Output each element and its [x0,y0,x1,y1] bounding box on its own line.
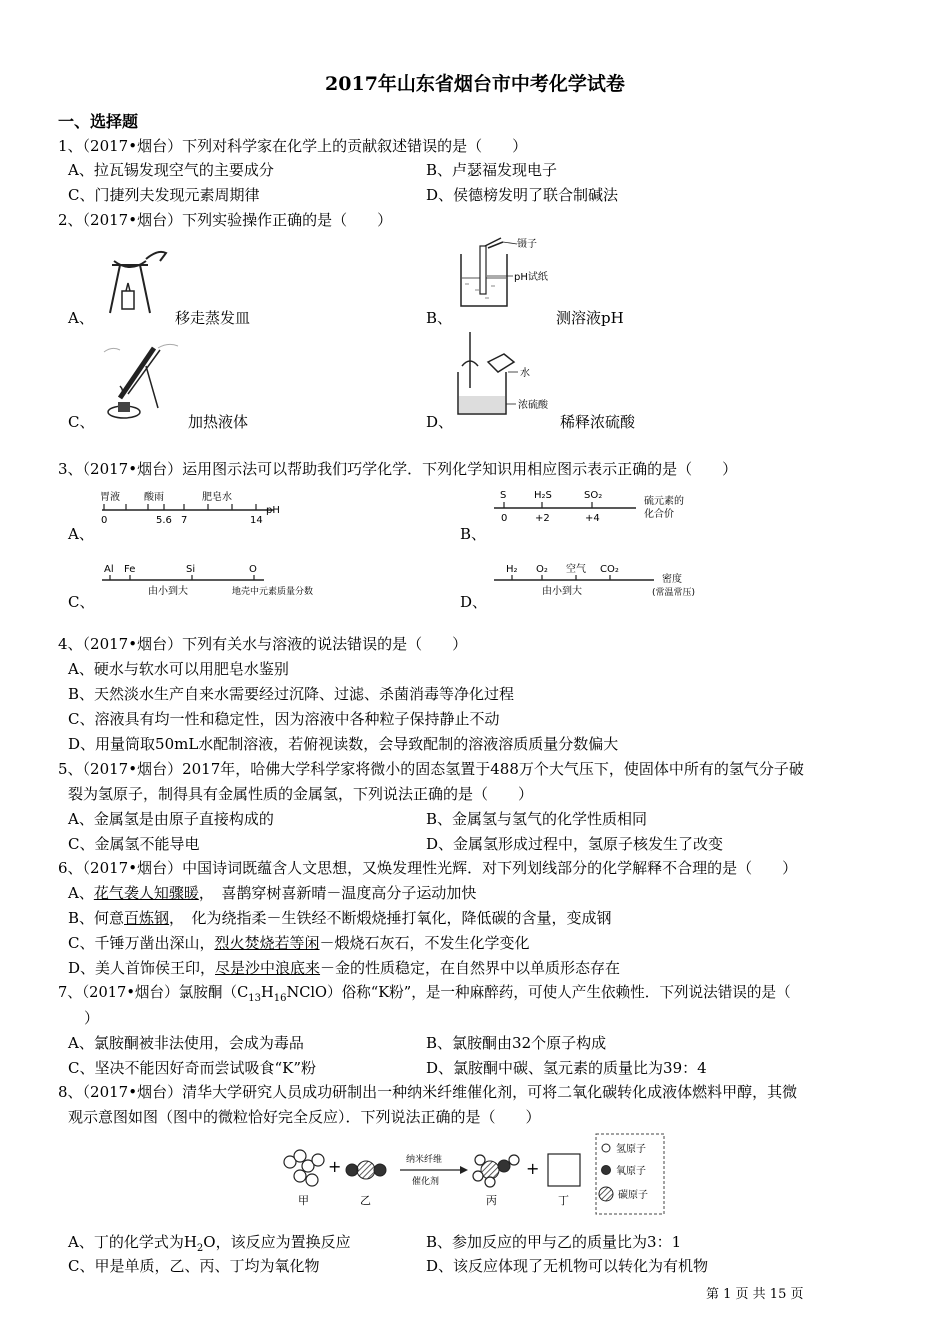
diag-b-label-2: H₂S [534,490,552,501]
q7-stem-line-1 [58,983,791,1009]
diag-c-end-label: 地壳中元素质量分数 [232,587,314,597]
q1-option-c: C、门捷列夫发现元素周期律 [68,186,260,204]
q3-diagram-a [98,488,298,532]
q4-option-a: A、硬水与软水可以用肥皂水鉴别 [68,660,289,678]
q1-option-b: B、卢瑟福发现电子 [426,161,558,179]
q2-option-a-caption: 移走蒸发皿 [175,309,251,327]
q7-stem-line-2: ） [84,1009,100,1027]
diag-a-label-3: 肥皂水 [202,492,232,503]
diag-d-under-label: 由小到大 [542,586,582,597]
diag-c-label-1: Al [104,564,114,575]
q2-option-d: D、 [426,413,454,431]
q3-diagram-c [98,562,328,602]
diag-a-tick-3: 7 [181,515,188,526]
q6-option-d-rest: －金的性质稳定，在自然界中以单质形态存在 [320,959,621,977]
evaporating-dish-figure [98,243,178,323]
water-label: 水 [520,368,530,379]
q2-option-c-caption: 加热液体 [188,413,249,431]
q6-option-d [68,958,620,978]
q5-option-c: C、金属氢不能导电 [68,835,200,853]
diag-d-end-label-2: (常温常压) [652,588,696,598]
diag-d-end-label-1: 密度 [662,574,682,585]
q3-option-d: D、 [460,593,488,611]
q8-option-a-sub: 2 [196,1243,204,1254]
q6-option-b-prefix: B、何意 [68,909,125,927]
q8-stem-line-1: 8、（2017•烟台）清华大学研究人员成功研制出一种纳米纤维催化剂，可将二氧化碳转化成液体燃料甲醇，其微 [58,1083,798,1101]
q1-option-a: A、拉瓦锡发现空气的主要成分 [68,161,274,179]
q5-stem-line-2: 裂为氢原子，制得具有金属性质的金属氢，下列说法正确的是（ ） [68,785,534,803]
q5-option-d: D、金属氢形成过程中，氢原子核发生了改变 [426,835,724,853]
ding-label: 丁 [558,1194,569,1207]
diag-b-tick-3: +4 [585,513,600,524]
diag-c-under-label: 由小到大 [148,586,188,597]
q6-option-b-rest: ， 化为绕指柔－生铁经不断煅烧捶打氧化，降低碳的含量，变成钢 [169,909,612,927]
q8-option-a [68,1232,351,1259]
q3-option-b: B、 [460,525,487,543]
q7-option-d: D、氯胺酮中碳、氢元素的质量比为39：4 [426,1059,707,1077]
page-footer: 第 1 页 共 15 页 [706,1287,804,1302]
reaction-diagram [278,1132,668,1220]
q5-option-b: B、金属氢与氢气的化学性质相同 [426,810,648,828]
heating-liquid-figure [98,338,188,426]
q6-option-c-underlined: 烈火焚烧若等闲 [214,934,320,952]
bing-label: 丙 [486,1194,497,1207]
q7-option-a: A、氯胺酮被非法使用，会成为毒品 [68,1034,304,1052]
q2-option-b-caption: 测溶液pH [556,309,624,327]
q1-stem: 1、（2017•烟台）下列对科学家在化学上的贡献叙述错误的是（ ） [58,137,528,155]
q4-option-b: B、天然淡水生产自来水需要经过沉降、过滤、杀菌消毒等净化过程 [68,685,515,703]
q7-stem-start: 7、（2017•烟台）氯胺酮（C [58,984,249,1001]
ph-test-figure [455,236,555,312]
q6-option-c-prefix: C、千锤万凿出深山， [68,934,215,952]
q8-stem-line-2: 观示意图如图（图中的微粒恰好完全反应）．下列说法正确的是（ ） [68,1108,541,1126]
q5-stem-line-1: 5、（2017•烟台）2017年，哈佛大学科学家将微小的固态氢置于488万个大气压下，使固体中所有的氢气分子破 [58,760,804,778]
q8-option-a-start: A、丁的化学式为H [68,1233,197,1251]
legend-oxygen: 氧原子 [616,1166,646,1177]
diag-b-label-3: SO₂ [584,490,603,501]
q3-stem: 3、（2017•烟台）运用图示法可以帮助我们巧学化学．下列化学知识用相应图示表示正确的是（ ） [58,460,738,478]
q2-option-a: A、 [68,309,94,327]
q6-option-c [68,933,530,953]
section-heading: 一、选择题 [58,112,139,131]
q7-option-c: C、坚决不能因好奇而尝试吸食“K”粉 [68,1059,317,1077]
diag-a-label-1: 胃液 [100,492,120,503]
diag-a-end-label: pH [266,505,280,516]
q6-option-d-underlined: 尽是沙中浪底来 [215,959,321,977]
q1-option-d: D、侯德榜发明了联合制碱法 [426,186,619,204]
jia-label: 甲 [298,1194,309,1207]
q6-option-a-prefix: A、 [68,884,94,902]
diag-d-label-3: 空气 [566,564,586,575]
plus-2: + [526,1159,540,1178]
legend-carbon: 碳原子 [618,1190,648,1201]
q3-diagram-d [490,562,710,602]
yi-label: 乙 [360,1194,371,1207]
diluting-acid-figure [452,332,552,416]
q8-option-a-end: O，该反应为置换反应 [203,1233,351,1251]
q6-option-a-rest: ， 喜鹊穿树喜新晴－温度高分子运动加快 [198,884,477,902]
diag-c-label-4: O [249,564,257,575]
diag-b-end-label-1: 硫元素的 [644,496,684,507]
q5-option-a: A、金属氢是由原子直接构成的 [68,810,274,828]
q6-option-b-underlined: 百炼钢 [124,909,170,927]
catalyst-label-1: 纳米纤维 [406,1155,443,1165]
q6-option-a-underlined: 花气袭人知骤暖 [93,884,199,902]
q2-option-c: C、 [68,413,95,431]
q7-sub-16: 16 [273,992,287,1004]
q4-stem: 4、（2017•烟台）下列有关水与溶液的说法错误的是（ ） [58,635,468,653]
q8-option-c: C、甲是单质，乙、丙、丁均为氧化物 [68,1257,320,1275]
diag-a-tick-1: 0 [101,515,108,526]
q3-option-c: C、 [68,593,95,611]
q6-option-b [68,908,612,928]
diag-b-tick-2: +2 [535,513,550,524]
diag-d-label-2: O₂ [536,564,548,575]
q6-stem: 6、（2017•烟台）中国诗词既蕴含人文思想，又焕发理性光辉．对下列划线部分的化学解释不合理的是（ ） [58,859,798,877]
diag-a-label-2: 酸雨 [144,492,164,503]
q8-option-b: B、参加反应的甲与乙的质量比为3：1 [426,1233,682,1251]
q2-option-b: B、 [426,309,453,327]
ph-paper-label: pH试纸 [514,272,548,283]
q8-option-d: D、该反应体现了无机物可以转化为有机物 [426,1257,709,1275]
plus-1: + [328,1157,342,1176]
q7-stem-end: NClO）俗称“K粉”，是一种麻醉药，可使人产生依赖性．下列说法错误的是（ [286,984,791,1001]
diag-b-tick-1: 0 [501,513,508,524]
diag-a-tick-4: 14 [250,515,263,526]
tweezers-label: 镊子 [517,239,537,250]
diag-a-tick-2: 5.6 [156,515,172,526]
q7-sub-13: 13 [248,992,261,1004]
diag-b-end-label-2: 化合价 [644,509,674,520]
q2-stem: 2、（2017•烟台）下列实验操作正确的是（ ） [58,211,393,229]
diag-c-label-3: Si [186,564,196,575]
q6-option-a [68,883,476,903]
q2-option-d-caption: 稀释浓硫酸 [560,413,636,431]
q4-option-d: D、用量筒取50mL水配制溶液，若俯视读数，会导致配制的溶液溶质质量分数偏大 [68,735,619,753]
q4-option-c: C、溶液具有均一性和稳定性，因为溶液中各种粒子保持静止不动 [68,710,500,728]
q6-option-c-rest: －煅烧石灰石，不发生化学变化 [319,934,530,952]
page-title: 2017年山东省烟台市中考化学试卷 [325,73,625,95]
q6-option-d-prefix: D、美人首饰侯王印， [68,959,216,977]
diag-d-label-4: CO₂ [600,564,619,575]
conc-acid-label: 浓硫酸 [518,400,548,411]
diag-c-label-2: Fe [124,564,136,575]
catalyst-label-2: 催化剂 [412,1177,440,1187]
q3-diagram-b [490,486,710,530]
q7-h: H [260,984,274,1001]
diag-b-label-1: S [500,490,507,501]
q7-option-b: B、氯胺酮由32个原子构成 [426,1034,607,1052]
legend-hydrogen: 氢原子 [616,1144,646,1155]
q3-option-a: A、 [68,525,94,543]
diag-d-label-1: H₂ [506,564,518,575]
